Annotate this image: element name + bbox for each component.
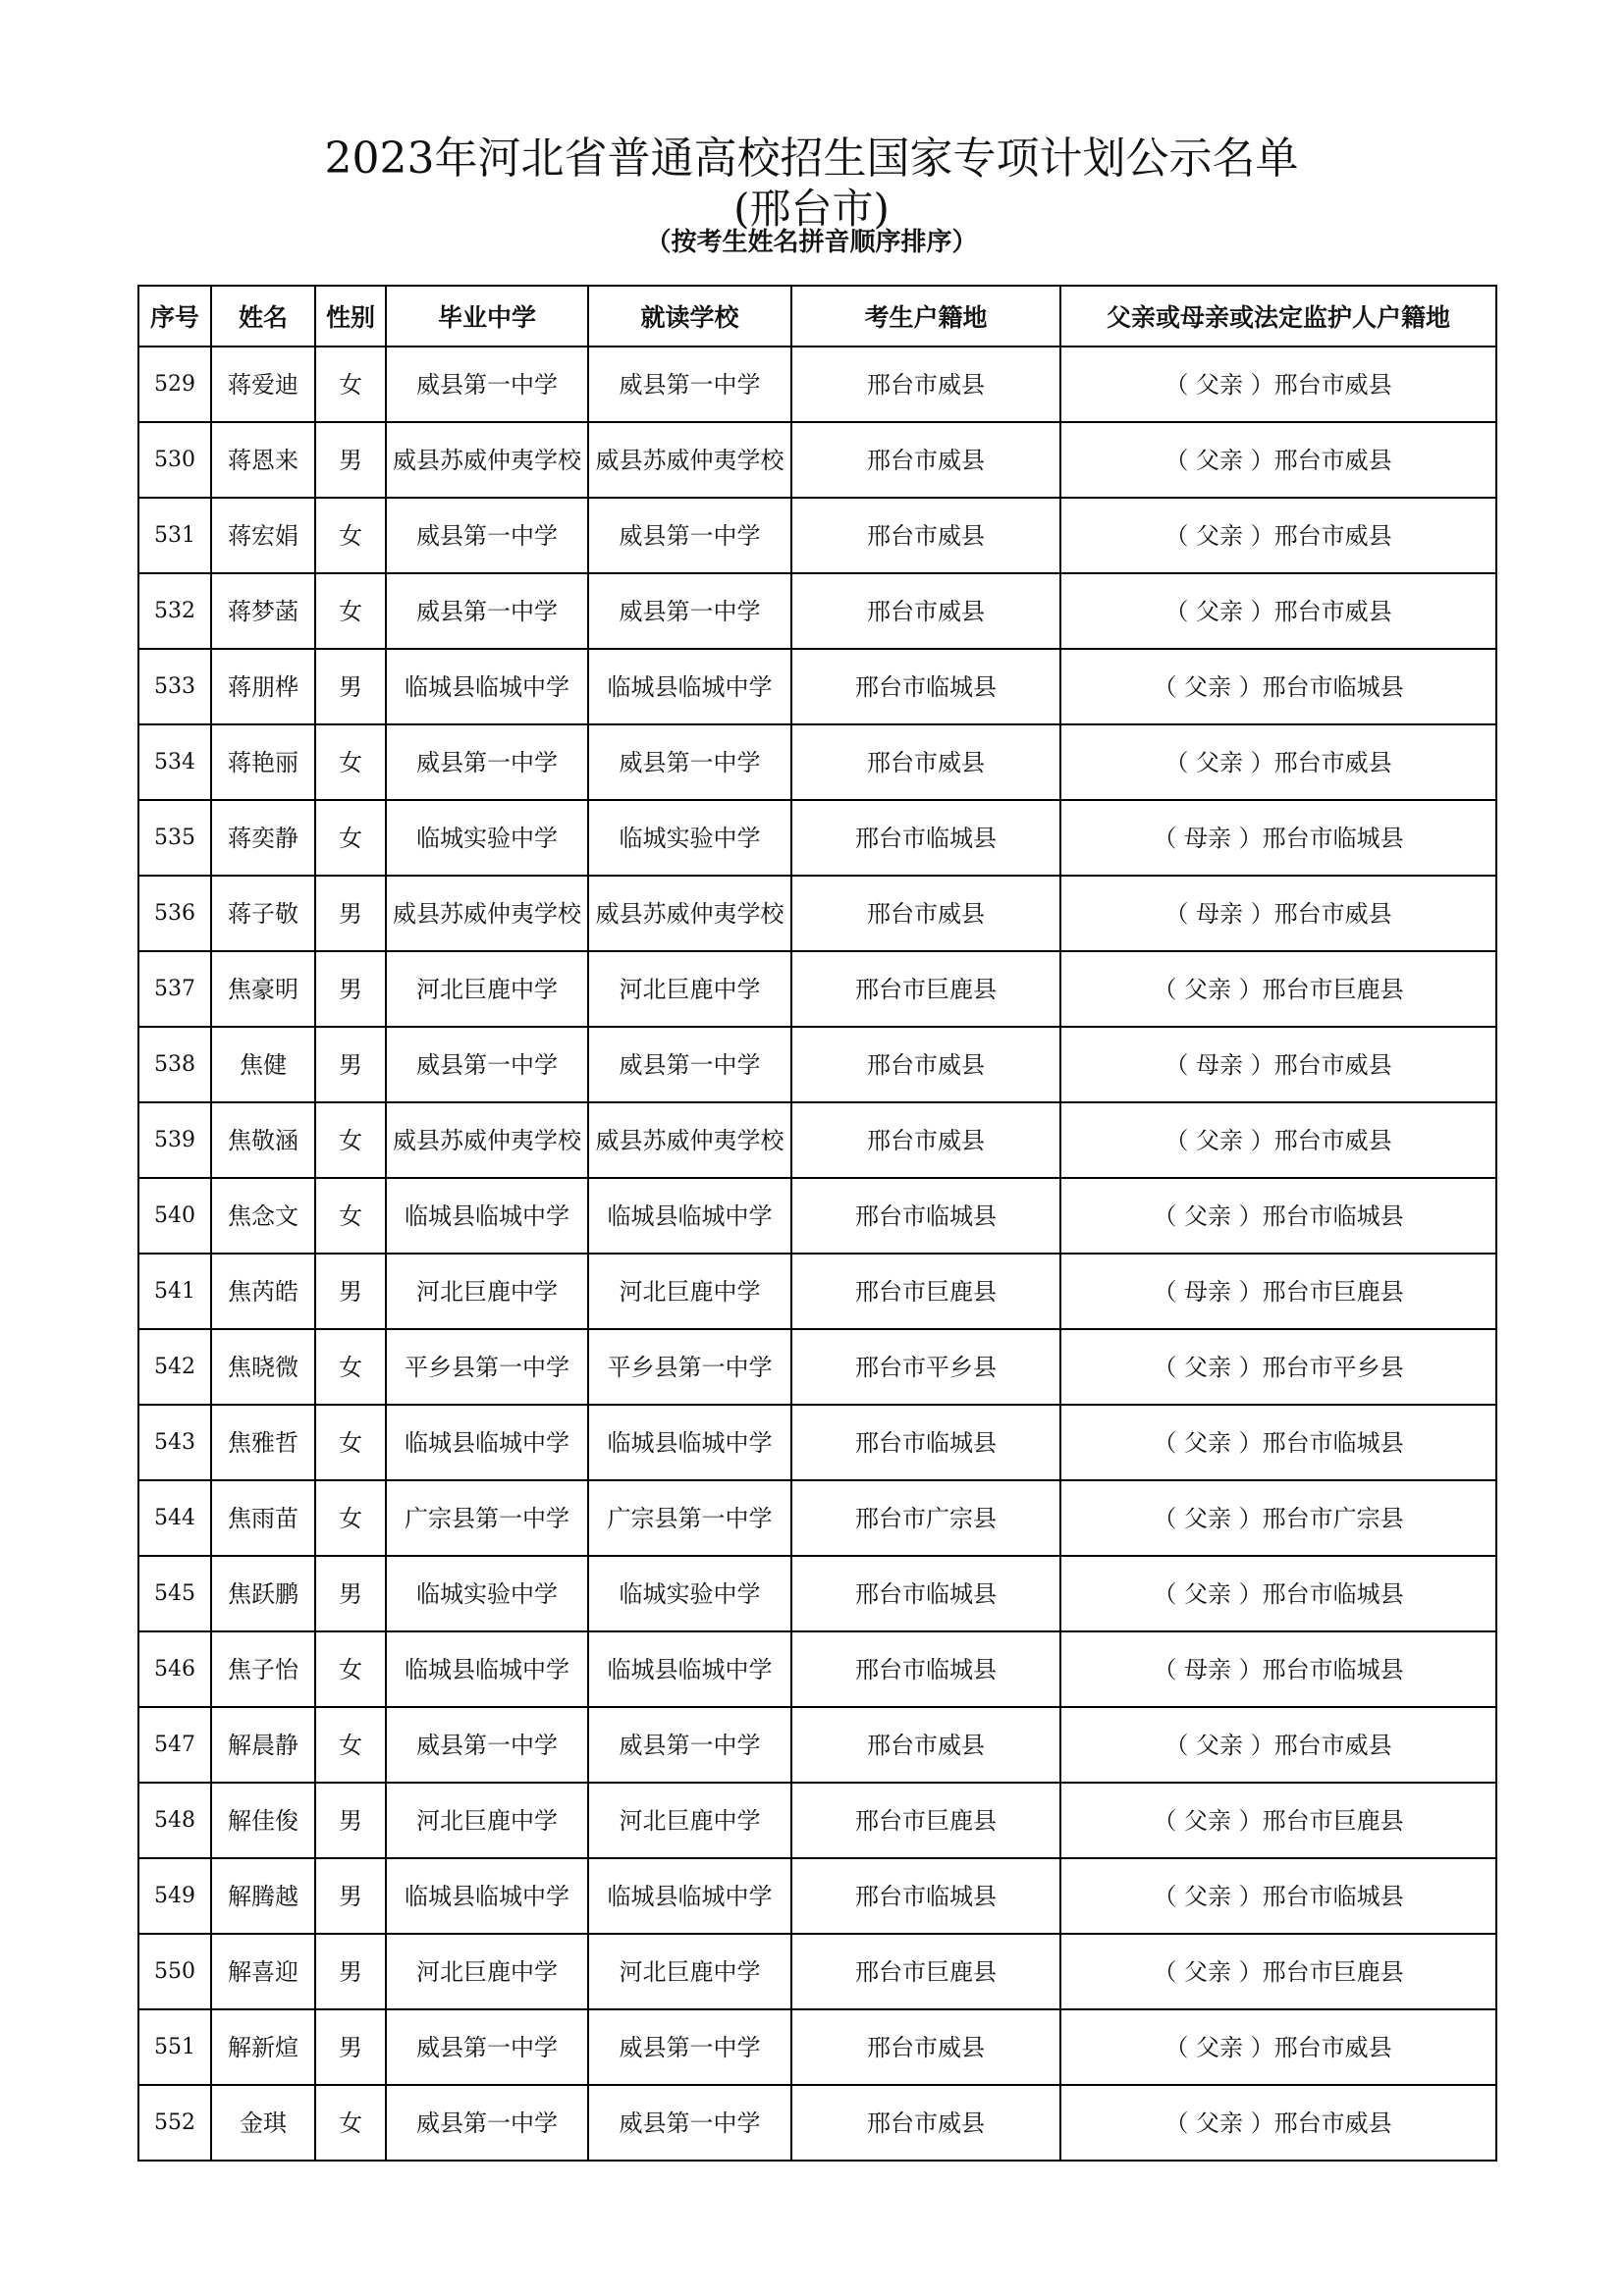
cell-gender: 男: [315, 1254, 386, 1329]
cell-guardian-household: （ 父亲 ）邢台市巨鹿县: [1060, 1934, 1496, 2009]
cell-student-household: 邢台市威县: [791, 2009, 1060, 2085]
cell-graduation-school: 威县苏威仲夷学校: [386, 1102, 588, 1178]
cell-gender: 男: [315, 1858, 386, 1934]
cell-gender: 女: [315, 800, 386, 876]
cell-gender: 男: [315, 951, 386, 1027]
cell-gender: 男: [315, 1027, 386, 1102]
cell-graduation-school: 河北巨鹿中学: [386, 1783, 588, 1858]
cell-index: 540: [138, 1178, 211, 1254]
table-row: [138, 1631, 1496, 1707]
sort-note: （按考生姓名拼音顺序排序）: [645, 228, 978, 257]
cell-gender: 女: [315, 573, 386, 649]
table-row: [138, 1783, 1496, 1858]
cell-guardian-household: （ 父亲 ）邢台市威县: [1060, 573, 1496, 649]
cell-current-school: 威县第一中学: [588, 2009, 791, 2085]
cell-gender: 男: [315, 1556, 386, 1631]
table-row: [138, 1254, 1496, 1329]
cell-gender: 女: [315, 1707, 386, 1783]
cell-graduation-school: 广宗县第一中学: [386, 1480, 588, 1556]
table-row: [138, 1027, 1496, 1102]
cell-gender: 女: [315, 2085, 386, 2161]
cell-graduation-school: 临城实验中学: [386, 800, 588, 876]
cell-graduation-school: 威县第一中学: [386, 347, 588, 422]
cell-guardian-household: （ 父亲 ）邢台市巨鹿县: [1060, 1783, 1496, 1858]
cell-graduation-school: 威县第一中学: [386, 2085, 588, 2161]
cell-gender: 女: [315, 724, 386, 800]
cell-graduation-school: 河北巨鹿中学: [386, 951, 588, 1027]
cell-name: 蒋奕静: [211, 800, 315, 876]
cell-student-household: 邢台市临城县: [791, 1858, 1060, 1934]
table-row: [138, 573, 1496, 649]
cell-gender: 女: [315, 1631, 386, 1707]
table-row: [138, 1178, 1496, 1254]
column-header-graduation-school: 毕业中学: [386, 286, 588, 347]
cell-index: 548: [138, 1783, 211, 1858]
cell-student-household: 邢台市临城县: [791, 1405, 1060, 1480]
cell-graduation-school: 临城县临城中学: [386, 1858, 588, 1934]
cell-student-household: 邢台市巨鹿县: [791, 1934, 1060, 2009]
cell-guardian-household: （ 父亲 ）邢台市临城县: [1060, 1556, 1496, 1631]
table-row: [138, 1707, 1496, 1783]
cell-student-household: 邢台市临城县: [791, 649, 1060, 724]
cell-current-school: 河北巨鹿中学: [588, 1934, 791, 2009]
cell-graduation-school: 平乡县第一中学: [386, 1329, 588, 1405]
cell-gender: 女: [315, 1480, 386, 1556]
cell-current-school: 威县苏威仲夷学校: [588, 876, 791, 951]
cell-index: 545: [138, 1556, 211, 1631]
table-row: [138, 1556, 1496, 1631]
cell-current-school: 临城县临城中学: [588, 1405, 791, 1480]
cell-graduation-school: 威县第一中学: [386, 1027, 588, 1102]
cell-current-school: 威县第一中学: [588, 1027, 791, 1102]
cell-name: 蒋梦菡: [211, 573, 315, 649]
table-header-row: [138, 286, 1496, 347]
cell-guardian-household: （ 父亲 ）邢台市威县: [1060, 2009, 1496, 2085]
cell-guardian-household: （ 父亲 ）邢台市威县: [1060, 422, 1496, 498]
cell-gender: 男: [315, 422, 386, 498]
table-row: [138, 951, 1496, 1027]
cell-guardian-household: （ 父亲 ）邢台市威县: [1060, 1707, 1496, 1783]
column-header-student-household: 考生户籍地: [791, 286, 1060, 347]
cell-index: 551: [138, 2009, 211, 2085]
cell-student-household: 邢台市威县: [791, 876, 1060, 951]
cell-guardian-household: （ 父亲 ）邢台市威县: [1060, 1102, 1496, 1178]
cell-gender: 女: [315, 1405, 386, 1480]
cell-current-school: 威县苏威仲夷学校: [588, 1102, 791, 1178]
cell-name: 焦跃鹏: [211, 1556, 315, 1631]
column-header-index: 序号: [138, 286, 211, 347]
cell-current-school: 威县第一中学: [588, 724, 791, 800]
cell-current-school: 威县第一中学: [588, 2085, 791, 2161]
cell-index: 552: [138, 2085, 211, 2161]
cell-graduation-school: 河北巨鹿中学: [386, 1934, 588, 2009]
cell-guardian-household: （ 母亲 ）邢台市临城县: [1060, 800, 1496, 876]
table-body: [138, 347, 1496, 2161]
cell-gender: 女: [315, 1329, 386, 1405]
cell-guardian-household: （ 父亲 ）邢台市临城县: [1060, 1858, 1496, 1934]
cell-name: 解喜迎: [211, 1934, 315, 2009]
cell-name: 金琪: [211, 2085, 315, 2161]
cell-name: 蒋宏娟: [211, 498, 315, 573]
cell-name: 焦芮皓: [211, 1254, 315, 1329]
cell-name: 解新煊: [211, 2009, 315, 2085]
cell-student-household: 邢台市巨鹿县: [791, 1254, 1060, 1329]
cell-graduation-school: 威县第一中学: [386, 724, 588, 800]
cell-name: 蒋子敬: [211, 876, 315, 951]
cell-graduation-school: 临城县临城中学: [386, 649, 588, 724]
cell-name: 解晨静: [211, 1707, 315, 1783]
cell-gender: 女: [315, 347, 386, 422]
table-row: [138, 2085, 1496, 2161]
cell-current-school: 河北巨鹿中学: [588, 1783, 791, 1858]
cell-student-household: 邢台市威县: [791, 724, 1060, 800]
cell-index: 534: [138, 724, 211, 800]
cell-index: 543: [138, 1405, 211, 1480]
cell-name: 焦豪明: [211, 951, 315, 1027]
cell-guardian-household: （ 父亲 ）邢台市巨鹿县: [1060, 951, 1496, 1027]
cell-student-household: 邢台市威县: [791, 1707, 1060, 1783]
table-row: [138, 1329, 1496, 1405]
cell-student-household: 邢台市威县: [791, 498, 1060, 573]
cell-index: 536: [138, 876, 211, 951]
cell-guardian-household: （ 父亲 ）邢台市临城县: [1060, 649, 1496, 724]
cell-graduation-school: 威县第一中学: [386, 2009, 588, 2085]
cell-guardian-household: （ 母亲 ）邢台市巨鹿县: [1060, 1254, 1496, 1329]
cell-student-household: 邢台市威县: [791, 573, 1060, 649]
cell-name: 解佳俊: [211, 1783, 315, 1858]
cell-name: 蒋艳丽: [211, 724, 315, 800]
cell-student-household: 邢台市临城县: [791, 1631, 1060, 1707]
cell-current-school: 威县第一中学: [588, 498, 791, 573]
cell-graduation-school: 临城县临城中学: [386, 1405, 588, 1480]
cell-guardian-household: （ 父亲 ）邢台市威县: [1060, 724, 1496, 800]
cell-gender: 女: [315, 498, 386, 573]
cell-current-school: 平乡县第一中学: [588, 1329, 791, 1405]
cell-student-household: 邢台市临城县: [791, 1556, 1060, 1631]
cell-guardian-household: （ 父亲 ）邢台市威县: [1060, 2085, 1496, 2161]
cell-index: 530: [138, 422, 211, 498]
cell-current-school: 威县苏威仲夷学校: [588, 422, 791, 498]
cell-current-school: 广宗县第一中学: [588, 1480, 791, 1556]
table-row: [138, 724, 1496, 800]
cell-guardian-household: （ 父亲 ）邢台市威县: [1060, 498, 1496, 573]
cell-index: 539: [138, 1102, 211, 1178]
cell-current-school: 临城县临城中学: [588, 1631, 791, 1707]
cell-gender: 男: [315, 1934, 386, 2009]
cell-student-household: 邢台市广宗县: [791, 1480, 1060, 1556]
cell-gender: 男: [315, 649, 386, 724]
cell-name: 焦晓微: [211, 1329, 315, 1405]
cell-name: 焦健: [211, 1027, 315, 1102]
cell-gender: 男: [315, 1783, 386, 1858]
table-row: [138, 1858, 1496, 1934]
cell-name: 蒋朋桦: [211, 649, 315, 724]
cell-graduation-school: 威县第一中学: [386, 498, 588, 573]
cell-current-school: 临城实验中学: [588, 1556, 791, 1631]
cell-name: 焦念文: [211, 1178, 315, 1254]
cell-graduation-school: 临城实验中学: [386, 1556, 588, 1631]
cell-student-household: 邢台市巨鹿县: [791, 951, 1060, 1027]
cell-student-household: 邢台市威县: [791, 1102, 1060, 1178]
cell-index: 547: [138, 1707, 211, 1783]
cell-student-household: 邢台市威县: [791, 2085, 1060, 2161]
cell-index: 546: [138, 1631, 211, 1707]
cell-student-household: 邢台市威县: [791, 347, 1060, 422]
cell-index: 544: [138, 1480, 211, 1556]
cell-index: 537: [138, 951, 211, 1027]
cell-name: 焦子怡: [211, 1631, 315, 1707]
column-header-current-school: 就读学校: [588, 286, 791, 347]
cell-index: 542: [138, 1329, 211, 1405]
cell-gender: 男: [315, 2009, 386, 2085]
cell-name: 蒋恩来: [211, 422, 315, 498]
table-row: [138, 498, 1496, 573]
cell-guardian-household: （ 父亲 ）邢台市临城县: [1060, 1178, 1496, 1254]
cell-current-school: 河北巨鹿中学: [588, 951, 791, 1027]
cell-graduation-school: 河北巨鹿中学: [386, 1254, 588, 1329]
cell-current-school: 威县第一中学: [588, 1707, 791, 1783]
table-row: [138, 1934, 1496, 2009]
cell-graduation-school: 临城县临城中学: [386, 1631, 588, 1707]
cell-index: 531: [138, 498, 211, 573]
cell-gender: 女: [315, 1178, 386, 1254]
cell-index: 529: [138, 347, 211, 422]
cell-guardian-household: （ 父亲 ）邢台市临城县: [1060, 1405, 1496, 1480]
cell-index: 532: [138, 573, 211, 649]
table-row: [138, 800, 1496, 876]
cell-index: 541: [138, 1254, 211, 1329]
column-header-name: 姓名: [211, 286, 315, 347]
cell-graduation-school: 威县苏威仲夷学校: [386, 876, 588, 951]
cell-name: 焦雅哲: [211, 1405, 315, 1480]
cell-gender: 女: [315, 1102, 386, 1178]
table-row: [138, 2009, 1496, 2085]
cell-index: 535: [138, 800, 211, 876]
cell-index: 533: [138, 649, 211, 724]
cell-student-household: 邢台市巨鹿县: [791, 1783, 1060, 1858]
page-subtitle: (邢台市): [733, 185, 890, 233]
column-header-gender: 性别: [315, 286, 386, 347]
cell-index: 549: [138, 1858, 211, 1934]
cell-student-household: 邢台市威县: [791, 422, 1060, 498]
page-title: 2023年河北省普通高校招生国家专项计划公示名单: [324, 133, 1299, 184]
cell-current-school: 河北巨鹿中学: [588, 1254, 791, 1329]
table-row: [138, 347, 1496, 422]
cell-current-school: 临城县临城中学: [588, 649, 791, 724]
cell-guardian-household: （ 父亲 ）邢台市威县: [1060, 347, 1496, 422]
cell-graduation-school: 临城县临城中学: [386, 1178, 588, 1254]
table-row: [138, 1102, 1496, 1178]
roster-table: [137, 285, 1497, 2162]
cell-graduation-school: 威县第一中学: [386, 573, 588, 649]
cell-guardian-household: （ 父亲 ）邢台市平乡县: [1060, 1329, 1496, 1405]
cell-current-school: 临城实验中学: [588, 800, 791, 876]
cell-student-household: 邢台市威县: [791, 1027, 1060, 1102]
cell-graduation-school: 威县苏威仲夷学校: [386, 422, 588, 498]
cell-name: 解腾越: [211, 1858, 315, 1934]
cell-current-school: 临城县临城中学: [588, 1858, 791, 1934]
cell-guardian-household: （ 母亲 ）邢台市威县: [1060, 1027, 1496, 1102]
cell-student-household: 邢台市平乡县: [791, 1329, 1060, 1405]
column-header-guardian-household: 父亲或母亲或法定监护人户籍地: [1060, 286, 1496, 347]
table-row: [138, 422, 1496, 498]
cell-guardian-household: （ 父亲 ）邢台市广宗县: [1060, 1480, 1496, 1556]
cell-current-school: 临城县临城中学: [588, 1178, 791, 1254]
cell-name: 蒋爱迪: [211, 347, 315, 422]
table-row: [138, 1480, 1496, 1556]
cell-student-household: 邢台市临城县: [791, 800, 1060, 876]
table-row: [138, 876, 1496, 951]
cell-graduation-school: 威县第一中学: [386, 1707, 588, 1783]
cell-student-household: 邢台市临城县: [791, 1178, 1060, 1254]
cell-index: 550: [138, 1934, 211, 2009]
table-row: [138, 649, 1496, 724]
cell-index: 538: [138, 1027, 211, 1102]
table-row: [138, 1405, 1496, 1480]
cell-guardian-household: （ 母亲 ）邢台市威县: [1060, 876, 1496, 951]
cell-gender: 男: [315, 876, 386, 951]
cell-guardian-household: （ 母亲 ）邢台市临城县: [1060, 1631, 1496, 1707]
cell-name: 焦敬涵: [211, 1102, 315, 1178]
cell-current-school: 威县第一中学: [588, 347, 791, 422]
cell-name: 焦雨苗: [211, 1480, 315, 1556]
cell-current-school: 威县第一中学: [588, 573, 791, 649]
